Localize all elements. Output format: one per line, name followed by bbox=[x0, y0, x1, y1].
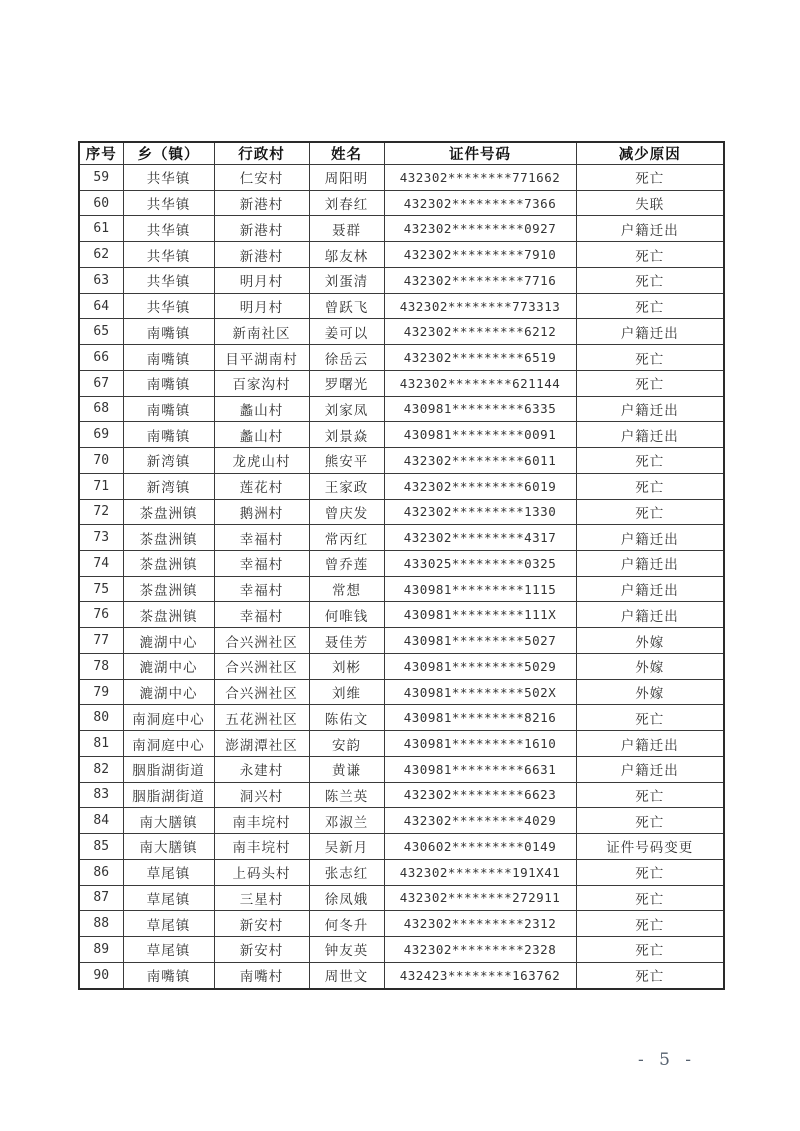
cell-reason: 死亡 bbox=[576, 962, 724, 989]
cell-reason: 外嫁 bbox=[576, 679, 724, 705]
cell-reason: 户籍迁出 bbox=[576, 525, 724, 551]
cell-township: 南洞庭中心 bbox=[123, 731, 214, 757]
reduction-table bbox=[78, 141, 725, 990]
table-row bbox=[79, 653, 724, 679]
cell-id: 430602*********0149 bbox=[384, 834, 576, 860]
cell-village: 百家沟村 bbox=[214, 370, 309, 396]
cell-seq: 69 bbox=[79, 422, 123, 448]
cell-id: 432302********272911 bbox=[384, 885, 576, 911]
cell-id: 432302*********7366 bbox=[384, 190, 576, 216]
cell-reason: 户籍迁出 bbox=[576, 216, 724, 242]
cell-village: 龙虎山村 bbox=[214, 448, 309, 474]
cell-reason: 户籍迁出 bbox=[576, 756, 724, 782]
cell-reason: 外嫁 bbox=[576, 653, 724, 679]
cell-name: 王家政 bbox=[309, 473, 384, 499]
cell-township: 草尾镇 bbox=[123, 937, 214, 963]
cell-name: 姜可以 bbox=[309, 319, 384, 345]
cell-reason: 户籍迁出 bbox=[576, 396, 724, 422]
cell-seq: 82 bbox=[79, 756, 123, 782]
cell-village: 蠡山村 bbox=[214, 396, 309, 422]
cell-township: 新湾镇 bbox=[123, 448, 214, 474]
cell-seq: 75 bbox=[79, 576, 123, 602]
cell-seq: 87 bbox=[79, 885, 123, 911]
table-body bbox=[79, 165, 724, 990]
table-row bbox=[79, 859, 724, 885]
cell-seq: 60 bbox=[79, 190, 123, 216]
table-row bbox=[79, 319, 724, 345]
cell-id: 432302*********2312 bbox=[384, 911, 576, 937]
cell-name: 周世文 bbox=[309, 962, 384, 989]
table-row bbox=[79, 602, 724, 628]
cell-name: 熊安平 bbox=[309, 448, 384, 474]
cell-name: 张志红 bbox=[309, 859, 384, 885]
cell-name: 罗曙光 bbox=[309, 370, 384, 396]
cell-id: 432302*********2328 bbox=[384, 937, 576, 963]
cell-reason: 户籍迁出 bbox=[576, 319, 724, 345]
cell-seq: 68 bbox=[79, 396, 123, 422]
cell-id: 432302********773313 bbox=[384, 293, 576, 319]
cell-seq: 72 bbox=[79, 499, 123, 525]
cell-name: 刘维 bbox=[309, 679, 384, 705]
table-row bbox=[79, 345, 724, 371]
cell-seq: 65 bbox=[79, 319, 123, 345]
column-header: 行政村 bbox=[214, 142, 309, 165]
table-row bbox=[79, 628, 724, 654]
cell-id: 430981*********111X bbox=[384, 602, 576, 628]
cell-reason: 户籍迁出 bbox=[576, 422, 724, 448]
table-row bbox=[79, 834, 724, 860]
header-row bbox=[79, 142, 724, 165]
cell-village: 新安村 bbox=[214, 937, 309, 963]
cell-reason: 失联 bbox=[576, 190, 724, 216]
cell-reason: 外嫁 bbox=[576, 628, 724, 654]
table-row bbox=[79, 370, 724, 396]
cell-village: 上码头村 bbox=[214, 859, 309, 885]
table-row bbox=[79, 267, 724, 293]
table-row bbox=[79, 448, 724, 474]
cell-reason: 证件号码变更 bbox=[576, 834, 724, 860]
cell-id: 430981*********0091 bbox=[384, 422, 576, 448]
cell-id: 432302********771662 bbox=[384, 165, 576, 191]
table-row bbox=[79, 911, 724, 937]
cell-village: 合兴洲社区 bbox=[214, 679, 309, 705]
column-header: 乡（镇） bbox=[123, 142, 214, 165]
cell-name: 徐岳云 bbox=[309, 345, 384, 371]
cell-reason: 死亡 bbox=[576, 473, 724, 499]
cell-village: 新安村 bbox=[214, 911, 309, 937]
cell-village: 新南社区 bbox=[214, 319, 309, 345]
cell-township: 南洞庭中心 bbox=[123, 705, 214, 731]
cell-village: 幸福村 bbox=[214, 576, 309, 602]
cell-seq: 90 bbox=[79, 962, 123, 989]
cell-township: 共华镇 bbox=[123, 165, 214, 191]
cell-seq: 71 bbox=[79, 473, 123, 499]
cell-township: 共华镇 bbox=[123, 267, 214, 293]
cell-seq: 80 bbox=[79, 705, 123, 731]
table-row bbox=[79, 885, 724, 911]
table-row bbox=[79, 551, 724, 577]
cell-township: 南大膳镇 bbox=[123, 808, 214, 834]
cell-reason: 户籍迁出 bbox=[576, 576, 724, 602]
cell-village: 目平湖南村 bbox=[214, 345, 309, 371]
cell-name: 聂佳芳 bbox=[309, 628, 384, 654]
cell-seq: 73 bbox=[79, 525, 123, 551]
cell-reason: 死亡 bbox=[576, 370, 724, 396]
cell-id: 430981*********1610 bbox=[384, 731, 576, 757]
cell-village: 三星村 bbox=[214, 885, 309, 911]
table-row bbox=[79, 756, 724, 782]
cell-name: 吴新月 bbox=[309, 834, 384, 860]
cell-reason: 死亡 bbox=[576, 165, 724, 191]
cell-id: 432302*********4029 bbox=[384, 808, 576, 834]
cell-township: 茶盘洲镇 bbox=[123, 499, 214, 525]
cell-id: 433025*********0325 bbox=[384, 551, 576, 577]
cell-township: 南嘴镇 bbox=[123, 962, 214, 989]
cell-name: 刘彬 bbox=[309, 653, 384, 679]
column-header: 证件号码 bbox=[384, 142, 576, 165]
cell-township: 茶盘洲镇 bbox=[123, 551, 214, 577]
table-row bbox=[79, 782, 724, 808]
cell-township: 共华镇 bbox=[123, 293, 214, 319]
table-row bbox=[79, 396, 724, 422]
cell-id: 430981*********5029 bbox=[384, 653, 576, 679]
column-header: 序号 bbox=[79, 142, 123, 165]
cell-name: 常丙红 bbox=[309, 525, 384, 551]
table-row bbox=[79, 242, 724, 268]
cell-township: 共华镇 bbox=[123, 216, 214, 242]
cell-township: 草尾镇 bbox=[123, 885, 214, 911]
cell-seq: 59 bbox=[79, 165, 123, 191]
cell-seq: 64 bbox=[79, 293, 123, 319]
cell-id: 430981*********1115 bbox=[384, 576, 576, 602]
cell-village: 鹅洲村 bbox=[214, 499, 309, 525]
cell-township: 共华镇 bbox=[123, 190, 214, 216]
cell-township: 南大膳镇 bbox=[123, 834, 214, 860]
cell-name: 陈佑文 bbox=[309, 705, 384, 731]
cell-id: 432302*********0927 bbox=[384, 216, 576, 242]
cell-reason: 死亡 bbox=[576, 448, 724, 474]
table-row bbox=[79, 731, 724, 757]
cell-name: 黄谦 bbox=[309, 756, 384, 782]
cell-name: 曾庆发 bbox=[309, 499, 384, 525]
table-row bbox=[79, 679, 724, 705]
cell-name: 钟友英 bbox=[309, 937, 384, 963]
cell-seq: 78 bbox=[79, 653, 123, 679]
cell-village: 明月村 bbox=[214, 293, 309, 319]
table-row bbox=[79, 808, 724, 834]
cell-reason: 户籍迁出 bbox=[576, 731, 724, 757]
cell-name: 刘景焱 bbox=[309, 422, 384, 448]
table-row bbox=[79, 705, 724, 731]
cell-township: 草尾镇 bbox=[123, 859, 214, 885]
cell-reason: 死亡 bbox=[576, 345, 724, 371]
cell-reason: 户籍迁出 bbox=[576, 551, 724, 577]
cell-id: 430981*********6631 bbox=[384, 756, 576, 782]
cell-village: 蠡山村 bbox=[214, 422, 309, 448]
cell-name: 曾乔莲 bbox=[309, 551, 384, 577]
cell-id: 430981*********6335 bbox=[384, 396, 576, 422]
cell-name: 徐凤娥 bbox=[309, 885, 384, 911]
cell-reason: 死亡 bbox=[576, 782, 724, 808]
cell-reason: 死亡 bbox=[576, 885, 724, 911]
cell-name: 周阳明 bbox=[309, 165, 384, 191]
cell-village: 南丰垸村 bbox=[214, 834, 309, 860]
cell-id: 432302*********1330 bbox=[384, 499, 576, 525]
cell-village: 幸福村 bbox=[214, 525, 309, 551]
cell-seq: 61 bbox=[79, 216, 123, 242]
cell-village: 五花洲社区 bbox=[214, 705, 309, 731]
cell-seq: 86 bbox=[79, 859, 123, 885]
cell-id: 430981*********8216 bbox=[384, 705, 576, 731]
cell-reason: 死亡 bbox=[576, 293, 724, 319]
cell-name: 聂群 bbox=[309, 216, 384, 242]
table-row bbox=[79, 576, 724, 602]
cell-name: 刘家凤 bbox=[309, 396, 384, 422]
cell-id: 432302*********7910 bbox=[384, 242, 576, 268]
cell-seq: 70 bbox=[79, 448, 123, 474]
page-number: - 5 - bbox=[637, 1050, 697, 1070]
cell-id: 430981*********502X bbox=[384, 679, 576, 705]
cell-seq: 79 bbox=[79, 679, 123, 705]
cell-id: 432302*********4317 bbox=[384, 525, 576, 551]
cell-seq: 77 bbox=[79, 628, 123, 654]
cell-name: 曾跃飞 bbox=[309, 293, 384, 319]
cell-village: 南丰垸村 bbox=[214, 808, 309, 834]
cell-township: 漉湖中心 bbox=[123, 653, 214, 679]
cell-village: 幸福村 bbox=[214, 602, 309, 628]
cell-township: 草尾镇 bbox=[123, 911, 214, 937]
cell-seq: 89 bbox=[79, 937, 123, 963]
table-row bbox=[79, 190, 724, 216]
cell-id: 432302*********6519 bbox=[384, 345, 576, 371]
cell-township: 漉湖中心 bbox=[123, 628, 214, 654]
cell-township: 茶盘洲镇 bbox=[123, 602, 214, 628]
cell-reason: 死亡 bbox=[576, 859, 724, 885]
column-header: 姓名 bbox=[309, 142, 384, 165]
cell-seq: 74 bbox=[79, 551, 123, 577]
cell-village: 新港村 bbox=[214, 190, 309, 216]
cell-village: 仁安村 bbox=[214, 165, 309, 191]
cell-name: 刘春红 bbox=[309, 190, 384, 216]
cell-reason: 死亡 bbox=[576, 705, 724, 731]
cell-id: 432302*********6212 bbox=[384, 319, 576, 345]
cell-name: 邬友林 bbox=[309, 242, 384, 268]
cell-reason: 死亡 bbox=[576, 937, 724, 963]
cell-seq: 83 bbox=[79, 782, 123, 808]
cell-id: 432302*********7716 bbox=[384, 267, 576, 293]
table-row bbox=[79, 937, 724, 963]
cell-reason: 户籍迁出 bbox=[576, 602, 724, 628]
cell-township: 茶盘洲镇 bbox=[123, 525, 214, 551]
cell-id: 432423********163762 bbox=[384, 962, 576, 989]
cell-seq: 81 bbox=[79, 731, 123, 757]
cell-name: 常想 bbox=[309, 576, 384, 602]
cell-village: 明月村 bbox=[214, 267, 309, 293]
cell-village: 合兴洲社区 bbox=[214, 653, 309, 679]
cell-village: 新港村 bbox=[214, 242, 309, 268]
cell-seq: 76 bbox=[79, 602, 123, 628]
cell-village: 新港村 bbox=[214, 216, 309, 242]
cell-seq: 88 bbox=[79, 911, 123, 937]
cell-village: 澎湖潭社区 bbox=[214, 731, 309, 757]
cell-township: 茶盘洲镇 bbox=[123, 576, 214, 602]
table-row bbox=[79, 293, 724, 319]
cell-reason: 死亡 bbox=[576, 267, 724, 293]
cell-id: 432302*********6019 bbox=[384, 473, 576, 499]
cell-township: 胭脂湖街道 bbox=[123, 782, 214, 808]
cell-name: 何冬升 bbox=[309, 911, 384, 937]
cell-township: 胭脂湖街道 bbox=[123, 756, 214, 782]
cell-township: 南嘴镇 bbox=[123, 422, 214, 448]
cell-reason: 死亡 bbox=[576, 911, 724, 937]
cell-name: 刘蛋清 bbox=[309, 267, 384, 293]
table-row bbox=[79, 525, 724, 551]
table-row bbox=[79, 473, 724, 499]
table-row bbox=[79, 422, 724, 448]
cell-village: 永建村 bbox=[214, 756, 309, 782]
cell-township: 共华镇 bbox=[123, 242, 214, 268]
cell-name: 何唯钱 bbox=[309, 602, 384, 628]
cell-seq: 84 bbox=[79, 808, 123, 834]
cell-name: 陈兰英 bbox=[309, 782, 384, 808]
cell-id: 432302********191X41 bbox=[384, 859, 576, 885]
cell-reason: 死亡 bbox=[576, 242, 724, 268]
cell-id: 432302*********6623 bbox=[384, 782, 576, 808]
cell-name: 安韵 bbox=[309, 731, 384, 757]
cell-seq: 62 bbox=[79, 242, 123, 268]
table-row bbox=[79, 499, 724, 525]
cell-township: 南嘴镇 bbox=[123, 396, 214, 422]
cell-township: 漉湖中心 bbox=[123, 679, 214, 705]
table-row bbox=[79, 165, 724, 191]
cell-seq: 85 bbox=[79, 834, 123, 860]
table-row bbox=[79, 216, 724, 242]
cell-id: 432302*********6011 bbox=[384, 448, 576, 474]
cell-village: 南嘴村 bbox=[214, 962, 309, 989]
cell-id: 430981*********5027 bbox=[384, 628, 576, 654]
cell-seq: 67 bbox=[79, 370, 123, 396]
cell-id: 432302********621144 bbox=[384, 370, 576, 396]
column-header: 减少原因 bbox=[576, 142, 724, 165]
cell-name: 邓淑兰 bbox=[309, 808, 384, 834]
cell-reason: 死亡 bbox=[576, 808, 724, 834]
table-row bbox=[79, 962, 724, 989]
cell-township: 南嘴镇 bbox=[123, 319, 214, 345]
cell-reason: 死亡 bbox=[576, 499, 724, 525]
cell-village: 合兴洲社区 bbox=[214, 628, 309, 654]
cell-township: 南嘴镇 bbox=[123, 345, 214, 371]
cell-township: 新湾镇 bbox=[123, 473, 214, 499]
cell-village: 洞兴村 bbox=[214, 782, 309, 808]
cell-village: 莲花村 bbox=[214, 473, 309, 499]
cell-seq: 66 bbox=[79, 345, 123, 371]
cell-township: 南嘴镇 bbox=[123, 370, 214, 396]
cell-seq: 63 bbox=[79, 267, 123, 293]
cell-village: 幸福村 bbox=[214, 551, 309, 577]
